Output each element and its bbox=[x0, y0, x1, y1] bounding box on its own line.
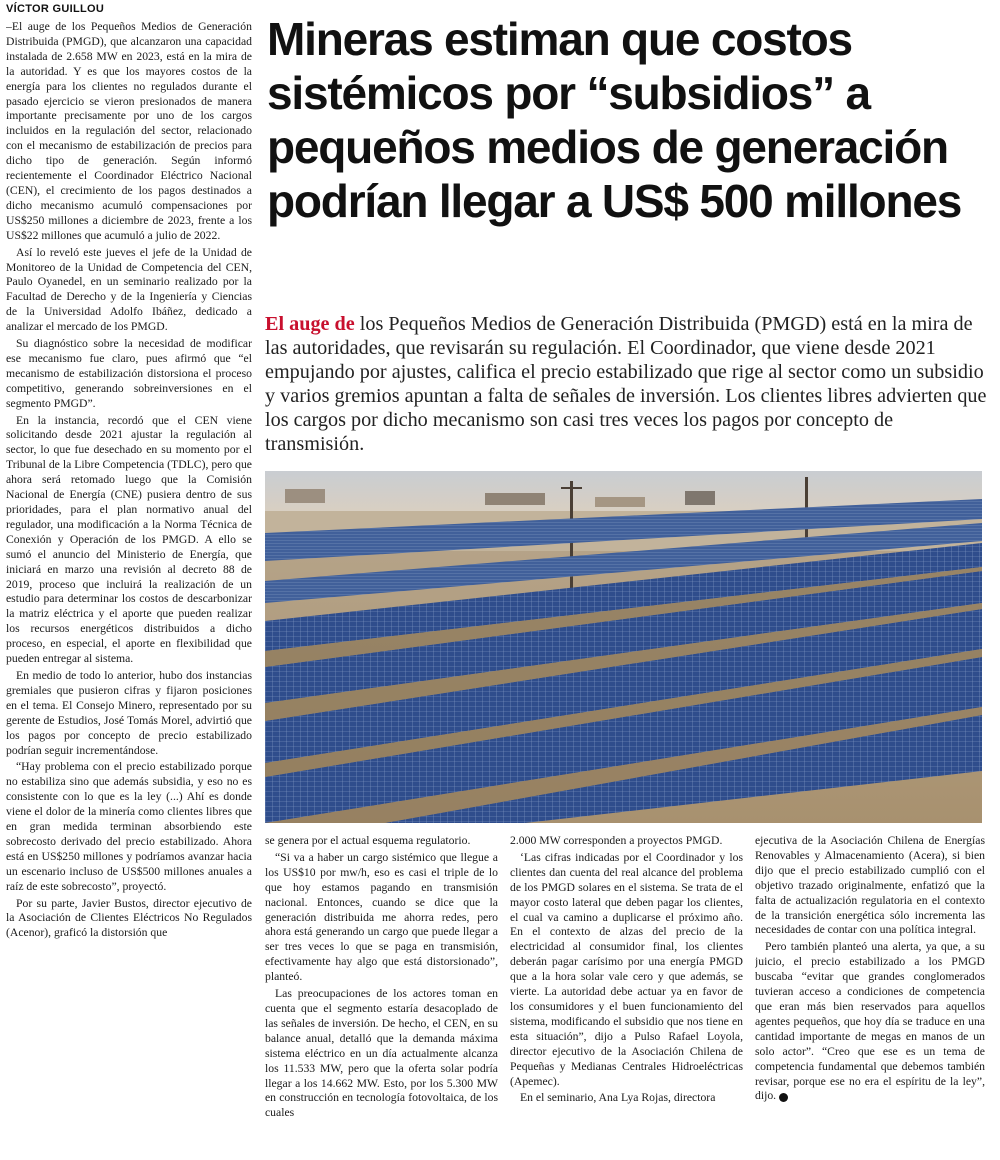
paragraph: ejecutiva de la Asociación Chilena de Energías Renovables y Almacenamiento (Acera), si bien dijo que el precio estabilizado cumplió con el objetivo trazado originalmente, enfatizó que la falta de actualización regulatoria en el contexto de la transición energética sólo incrementa las necesidades de contar con una política integral. bbox=[755, 834, 985, 937]
body-column-2 bbox=[265, 834, 498, 1154]
paragraph: Por su parte, Javier Bustos, director ejecutivo de la Asociación de Clientes Eléctricos No Regulados (Acenor), graficó la distorsión que bbox=[6, 896, 252, 940]
paragraph bbox=[755, 940, 985, 1104]
paragraph: ‘Las cifras indicadas por el Coordinador y los clientes dan cuenta del real alcance del problema de los PMGD solares en el sistema. Se trata de el mayor costo lateral que deben pagar los clientes, el cual va camino a duplicarse el próximo año. En el contexto de alzas del precio de la electricidad al consumidor final, los clientes deberán pagar carísimo por una energía PMGD que a la hora solar vale cero y que además, se vierte. La autoridad debe actuar ya en favor de los consumidores y el buen funcionamiento del sistema, modificando el subsidio que nos tiene en esta situación”, dijo a Pulso Rafael Loyola, director ejecutivo de la Asociación Chilena de Pequeñas y Medianas Centrales Hidroeléctricas (Apemec). bbox=[510, 850, 743, 1088]
body-column-1 bbox=[6, 20, 252, 1150]
body-column-3 bbox=[510, 834, 743, 1154]
paragraph: En medio de todo lo anterior, hubo dos instancias gremiales que pusieron cifras y fijaron posiciones en el tema. El Consejo Minero, representado por su gerente de Estudios, José Tomás Morel, advirtió que los pagos por concepto de precio estabilizado podrían seguir incrementándose. bbox=[6, 668, 252, 757]
paragraph: “Si va a haber un cargo sistémico que llegue a los US$10 por mw/h, eso es casi el triple de lo que hoy estamos pagando en transmisión nacional. Entonces, cuando se dice que la generación distribuida me ahorra redes, pero ahora está generando un cargo que puede llegar a ser tres veces lo que se paga en transmisión, efectivamente hay algo que está distorsionado”, planteó. bbox=[265, 850, 498, 984]
paragraph: –El auge de los Pequeños Medios de Generación Distribuida (PMGD), que alcanzaron una capacidad instalada de 2.658 MW en 2023, está en la mira de la autoridad. Y es que los mayores costos de la energía para los clientes no regulados durante el pasado ejercicio se vieron presionados de manera importante precisamente por uno de los cargos incluidos en la regulación del sector, relacionado con el mecanismo de estabilización de precios para dicho tipo de generación. Según informó recientemente el Coordinador Eléctrico Nacional (CEN), el crecimiento de los pagos destinados a dicho mecanismo acumuló compensaciones por US$250 millones a diciembre de 2023, frente a los US$22 millones que acumuló a julio de 2022. bbox=[6, 20, 252, 242]
paragraph: Así lo reveló este jueves el jefe de la Unidad de Monitoreo de la Unidad de Competencia del CEN, Paulo Oyanedel, en un seminario realizado por la Facultad de Derecho y de la Ingeniería y Ciencias de la Universidad Adolfo Ibáñez, dedicado a analizar el mercado de los PMGD. bbox=[6, 245, 252, 334]
solar-farm-illustration bbox=[265, 471, 982, 823]
paragraph: En el seminario, Ana Lya Rojas, directora bbox=[520, 1091, 716, 1105]
lead-paragraph bbox=[265, 312, 991, 456]
paragraph-text: Pero también planteó una alerta, ya que, a su juicio, el precio estabilizado a los PMGD buscaba “evitar que grandes conglomerados tuvieran acceso a condiciones de competencia que eran más bien reservados para aquellos agentes pequeños, que hoy día se traduce en una cantidad importante de megas en manos de un solo actor”. “Creo que ese es un tema de competencia fundamental que debemos también revisar, porque ese no era el espíritu de la ley”, dijo. bbox=[755, 940, 985, 1103]
lead-kicker: El auge de bbox=[265, 313, 355, 335]
paragraph: En la instancia, recordó que el CEN viene solicitando desde 2021 ajustar la regulación al sector, lo que fue desechado en su momento por el Tribunal de la Libre Competencia (TDLC), pero que ahora será retomado luego que la Comisión Nacional de Energía (CNE) pusiera dentro de sus prioridades, para el plan normativo anual del regulador, una modificación a la Norma Técnica de Conexión y Operación de los PMGD. A ello se sumó el anuncio del Ministerio de Energía, que iniciará en marzo una revisión al decreto 88 de 2019, proceso que incluirá la realización de un estudio para determinar los costos de descarbonizar la matriz eléctrica y el aporte que pueden realizar los recursos energéticos distribuidos a dicho proceso, en especial, el aporte en flexibilidad que pueden entregar al sistema. bbox=[6, 413, 252, 666]
lead-text: los Pequeños Medios de Generación Distribuida (PMGD) está en la mira de las autoridades, que revisarán su regulación. El Coordinador, que viene desde 2021 empujando por ajustes, califica el precio estabilizado que rige al sector como un subsidio y varios gremios apuntan a falta de señales de inversión. Los clientes libres advierten que los cargos por dicho mecanismo son casi tres veces los pagos por concepto de transmisión. bbox=[265, 313, 987, 455]
headline: Mineras estiman que costos sistémicos por “subsidios” a pequeños medios de generación podrían llegar a US$ 500 millones bbox=[267, 13, 962, 227]
paragraph: 2.000 MW corresponden a proyectos PMGD. bbox=[510, 834, 723, 847]
solar-farm-photo bbox=[265, 471, 982, 823]
paragraph: Su diagnóstico sobre la necesidad de modificar ese mecanismo fue claro, pues afirmó que “el mecanismo de estabilización distorsiona el proceso competitivo, generando sobreinversiones en el segmento PMGD”. bbox=[6, 337, 252, 410]
paragraph: se genera por el actual esquema regulatorio. bbox=[265, 834, 471, 847]
body-column-4 bbox=[755, 834, 985, 1154]
paragraph: “Hay problema con el precio estabilizado porque no estabiliza sino que además subsidia, y eso no es consistente con lo que es la ley (...) Ahí es donde viene el dolor de la minería como clientes libres que en gran medida terminan absorbiendo este sobrecosto derivado del precio estabilizado. Ahora está en US$250 millones y podríamos avanzar hacia un escenario incluso de US$500 millones anuales a raíz de este sobrecosto”, proyectó. bbox=[6, 760, 252, 893]
end-of-article-mark-icon: P bbox=[779, 1093, 788, 1102]
byline: VÍCTOR GUILLOU bbox=[6, 3, 105, 15]
paragraph: Las preocupaciones de los actores toman en cuenta que el segmento estaría desacoplado de las señales de inversión. De hecho, el CEN, en su balance anual, detalló que la demanda máxima sistema eléctrico en un día actualmente alcanza los 11.533 MW, pero que la oferta solar podría llegar a los 14.662 MW. Esto, por los 5.300 MW en construcción en tecnología fotovoltaica, de los cuales bbox=[265, 987, 498, 1120]
